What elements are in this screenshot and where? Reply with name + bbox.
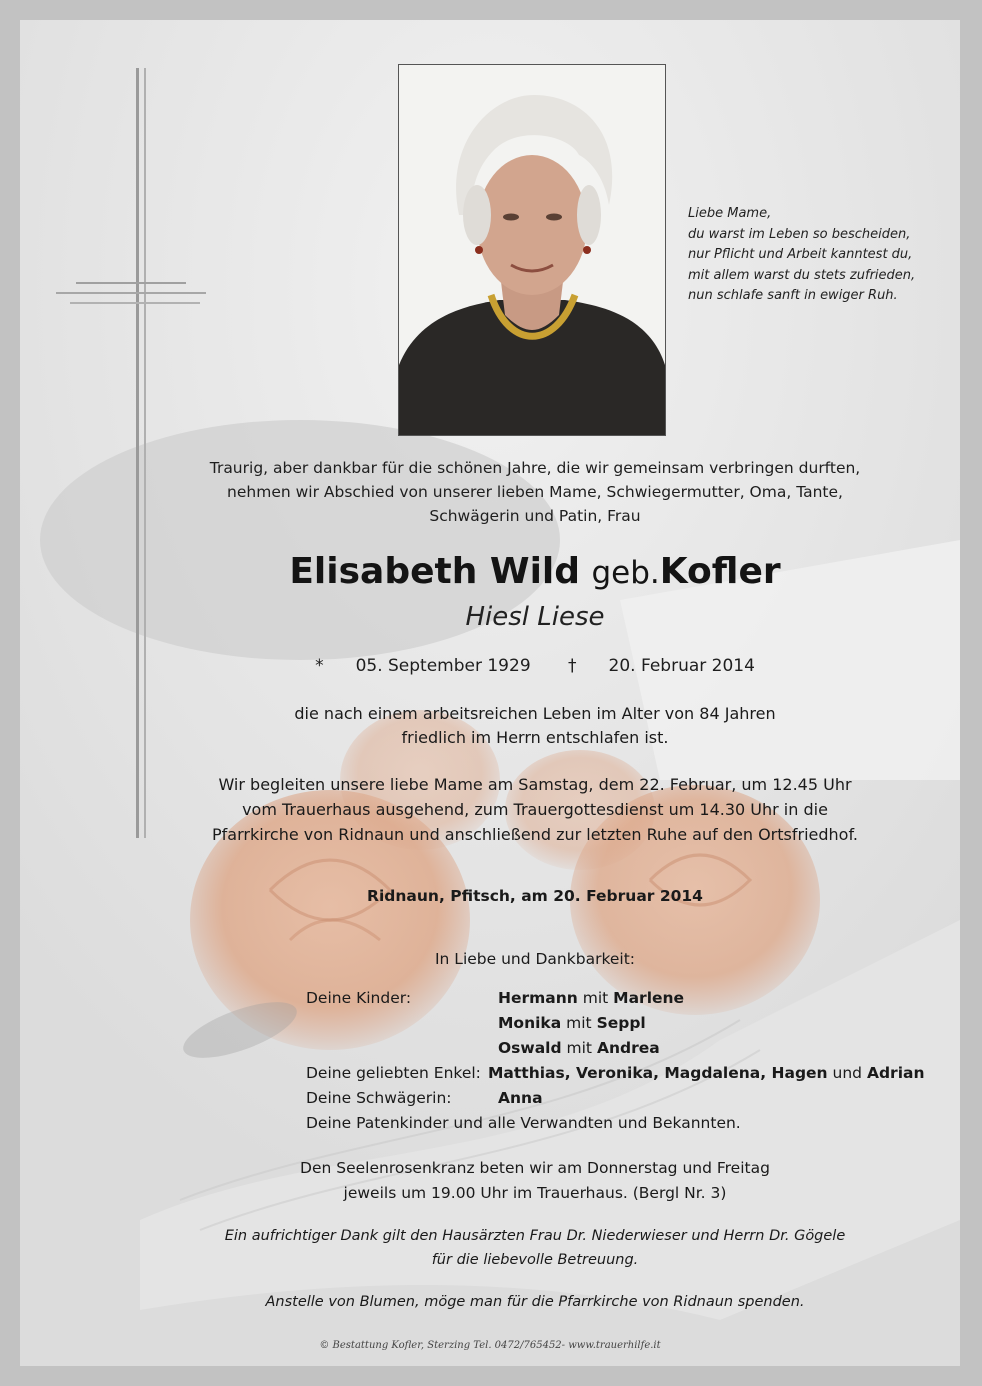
child-name: Monika — [498, 1014, 562, 1032]
thanks-line: Ein aufrichtiger Dank gilt den Hausärzten Frau Dr. Niederwieser und Herrn Dr. Gögele — [224, 1228, 846, 1244]
nickname: Hiesl Liese — [465, 602, 605, 632]
rosary-text — [140, 1156, 930, 1206]
thanks-line: für die liebevolle Betreuung. — [431, 1252, 639, 1268]
mit-word: mit — [582, 989, 609, 1007]
birth-symbol: * — [315, 656, 324, 676]
enkel-label: Deine geliebten Enkel: — [306, 1064, 481, 1082]
intro-line: Schwägerin und Patin, Frau — [429, 507, 641, 525]
schwaegerin-label: Deine Schwägerin: — [306, 1089, 452, 1107]
intro-line: nehmen wir Abschied von unserer lieben Mame, Schwiegermutter, Oma, Tante, — [227, 483, 843, 501]
funeral-line: vom Trauerhaus ausgehend, zum Trauergottesdienst um 14.30 Uhr in die — [242, 800, 828, 819]
cross-horizontal-3 — [70, 302, 200, 304]
kinder-entry — [498, 986, 684, 1011]
portrait-image — [399, 65, 665, 435]
obituary-card — [20, 20, 960, 1366]
partner-name: Marlene — [613, 989, 685, 1007]
mit-word: mit — [566, 1014, 592, 1032]
death-date-group — [568, 656, 755, 676]
child-name: Oswald — [498, 1039, 562, 1057]
partner-name: Seppl — [596, 1014, 646, 1032]
life-dates — [140, 654, 930, 678]
passing-line: die nach einem arbeitsreichen Leben im Alter von 84 Jahren — [294, 704, 776, 723]
deceased-full-name: Elisabeth Wild — [289, 551, 581, 592]
family-row — [306, 986, 946, 1011]
passing-line: friedlich im Herrn entschlafen ist. — [401, 728, 669, 747]
death-date: 20. Februar 2014 — [608, 656, 755, 676]
schwaegerin-entry — [498, 1086, 543, 1111]
passing-text — [140, 702, 930, 750]
rosary-line: jeweils um 19.00 Uhr im Trauerhaus. (Bergl Nr. 3) — [343, 1184, 727, 1202]
grandchild-last: Adrian — [866, 1064, 925, 1082]
deceased-name — [140, 550, 930, 595]
geb-label: geb. — [591, 555, 660, 591]
family-row — [306, 1111, 946, 1136]
mit-word: mit — [566, 1039, 593, 1057]
sister-in-law-name: Anna — [498, 1089, 543, 1107]
funeral-line: Pfarrkirche von Ridnaun und anschließend zur letzten Ruhe auf den Ortsfriedhof. — [212, 825, 858, 844]
portrait-photo — [398, 64, 666, 436]
cross-symbol: † — [568, 656, 577, 676]
funeral-text — [140, 772, 930, 847]
family-row — [306, 1011, 946, 1036]
place-date: Ridnaun, Pfitsch, am 20. Februar 2014 — [367, 887, 703, 905]
enkel-entry — [488, 1061, 925, 1086]
birth-date: 05. September 1929 — [355, 656, 531, 676]
poem-line: Liebe Mame, — [688, 206, 772, 221]
poem-line: du warst im Leben so bescheiden, — [688, 226, 911, 242]
flowers-note: Anstelle von Blumen, möge man für die Pfarrkirche von Ridnaun spenden. — [265, 1294, 805, 1310]
in-liebe-heading: In Liebe und Dankbarkeit: — [434, 950, 636, 968]
child-name: Hermann — [498, 989, 578, 1007]
family-row — [306, 1036, 946, 1061]
family-list — [306, 986, 946, 1136]
poem-line: nun schlafe sanft in ewiger Ruh. — [688, 288, 898, 303]
intro-text — [140, 456, 930, 528]
maiden-name: Kofler — [659, 551, 781, 592]
poem-line: mit allem warst du stets zufrieden, — [688, 267, 916, 283]
kinder-entry — [498, 1036, 660, 1061]
family-row — [306, 1086, 946, 1111]
birth-date-group — [315, 656, 531, 676]
footer-credit: © Bestattung Kofler, Sterzing Tel. 0472/765452- www.trauerhilfe.it — [319, 1340, 661, 1351]
intro-line: Traurig, aber dankbar für die schönen Jahre, die wir gemeinsam verbringen durften, — [209, 459, 861, 477]
cross-horizontal-1 — [76, 282, 186, 284]
poem-line: nur Pflicht und Arbeit kanntest du, — [688, 247, 913, 262]
memorial-poem — [688, 204, 938, 307]
funeral-line: Wir begleiten unsere liebe Mame am Samstag, dem 22. Februar, um 12.45 Uhr — [218, 775, 852, 794]
rosary-line: Den Seelenrosenkranz beten wir am Donnerstag und Freitag — [300, 1159, 770, 1177]
cross-vertical-1 — [136, 68, 139, 838]
kinder-entry — [498, 1011, 646, 1036]
family-row — [306, 1061, 946, 1086]
und-word: und — [832, 1064, 863, 1082]
cross-horizontal-2 — [56, 292, 206, 294]
thanks-text — [140, 1224, 930, 1272]
grandchildren-names: Matthias, Veronika, Magdalena, Hagen — [488, 1064, 828, 1082]
kinder-label: Deine Kinder: — [306, 989, 412, 1007]
partner-name: Andrea — [596, 1039, 660, 1057]
paten-text: Deine Patenkinder und alle Verwandten und Bekannten. — [306, 1114, 741, 1132]
